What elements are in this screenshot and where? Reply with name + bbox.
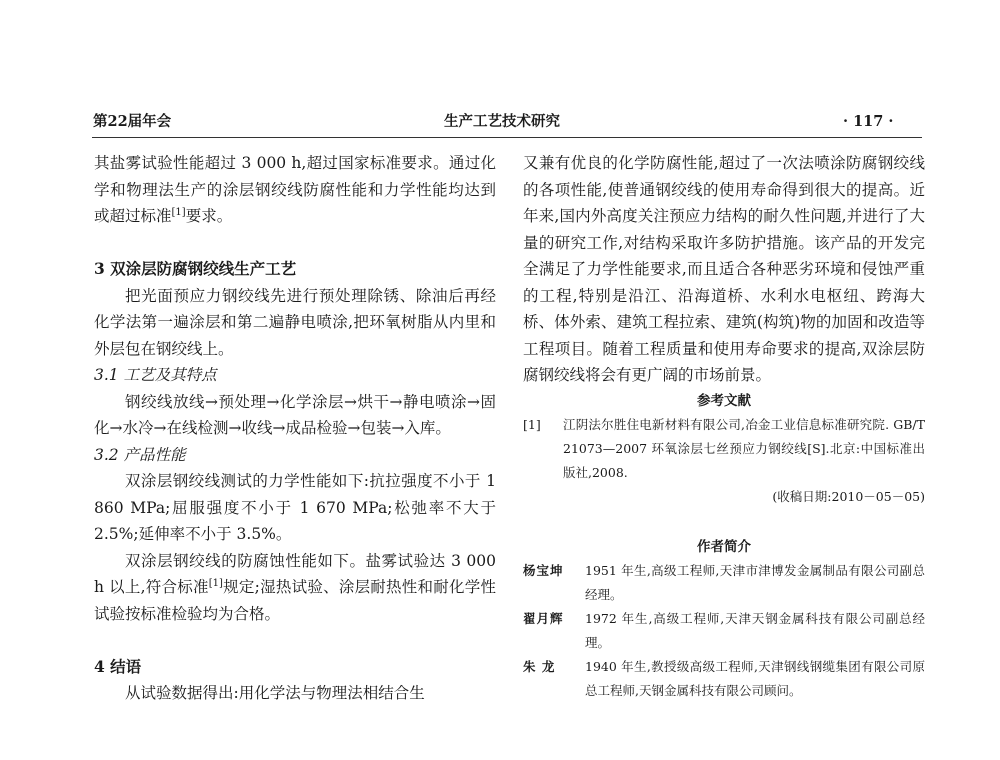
authors-heading: 作者简介: [697, 538, 751, 555]
author-description: 1972 年生,高级工程师,天津天钢金属科技有限公司副总经理。: [585, 610, 925, 650]
author-description: 1951 年生,高级工程师,天津市津博发金属制品有限公司副总经理。: [585, 562, 925, 602]
received-date: (收稿日期:2010－05－05): [772, 488, 925, 504]
running-header-title: 生产工艺技术研究: [444, 113, 560, 130]
references-heading: 参考文献: [697, 392, 751, 409]
conclusion-continuation-paragraph: 又兼有优良的化学防腐性能,超过了一次法喷涂防腐钢绞线的各项性能,使普通钢绞线的使用寿命得到很大的提高。近年来,国内外高度关注预应力结构的耐久性问题,并进行了大量的研究工作,对结构采取许多防护措施。该产品的开发完全满足了力学性能要求,而且适合各种恶劣环境和侵蚀严重的工程,特别是沿江、沿海道桥、水利水电枢纽、跨海大桥、体外索、建筑工程拉索、建筑(构筑)物的加固和改造等工程项目。随着工程质量和使用寿命要求的提高,双涂层防腐钢绞线将会有更广阔的市场前景。: [523, 154, 925, 384]
author-name: 翟月辉: [523, 610, 564, 626]
citation-marker: [1]: [171, 206, 186, 218]
reference-text: 江阴法尔胜住电新材料有限公司,冶金工业信息标准研究院. GB/T 21073—2007 环氧涂层七丝预应力钢绞线[S].北京:中国标准出版社,2008.: [563, 416, 925, 480]
subsection-3-1-paragraph: 钢绞线放线→预处理→化学涂层→烘干→静电喷涂→固化→水冷→在线检测→收线→成品检验→包装→入库。: [94, 392, 496, 437]
author-name: 朱 龙: [523, 658, 556, 674]
author-entry: [523, 655, 925, 703]
section-4-paragraph: 从试验数据得出:用化学法与物理法相结合生: [125, 684, 425, 702]
subsection-3-2-heading: 3.2 产品性能: [94, 445, 186, 464]
subsection-3-2-paragraph-1: 双涂层钢绞线测试的力学性能如下:抗拉强度不小于 1 860 MPa;屈服强度不小于 1 670 MPa;松弛率不大于 2.5%;延伸率不小于 3.5%。: [94, 472, 496, 543]
reference-item: [523, 413, 925, 485]
header-rule: [92, 137, 922, 138]
reference-number: [1]: [523, 416, 541, 432]
subsection-3-2-paragraph-2: 双涂层钢绞线的防腐蚀性能如下。盐雾试验达 3 000 h 以上,符合标准[1]规定;湿热试验、涂层耐热性和耐化学性试验按标准检验均为合格。: [94, 551, 496, 623]
left-column: [94, 150, 496, 707]
spacer: [94, 627, 496, 654]
author-entry: [523, 607, 925, 655]
author-entry: [523, 559, 925, 607]
spacer: [94, 230, 496, 257]
citation-marker: [1]: [208, 577, 223, 589]
continuation-paragraph: 其盐雾试验性能超过 3 000 h,超过国家标准要求。通过化学和物理法生产的涂层钢绞线防腐性能和力学性能均达到或超过标准[1]要求。: [94, 154, 496, 225]
section-4-heading: 4 结语: [94, 656, 142, 676]
page-number: · 117 ·: [843, 113, 894, 130]
subsection-3-1-heading: 3.1 工艺及其特点: [94, 366, 217, 384]
author-name: 杨宝坤: [523, 562, 564, 578]
right-column: [523, 150, 925, 703]
section-3-heading: 3 双涂层防腐钢绞线生产工艺: [94, 259, 297, 278]
author-description: 1940 年生,教授级高级工程师,天津钢线钢缆集团有限公司原总工程师,天钢金属科技有限公司顾问。: [585, 658, 925, 698]
running-header-left: 第22届年会: [93, 113, 172, 130]
section-3-paragraph: 把光面预应力钢绞线先进行预处理除锈、除油后再经化学法第一遍涂层和第二遍静电喷涂,把环氧树脂从内里和外层包在钢绞线上。: [94, 286, 496, 358]
